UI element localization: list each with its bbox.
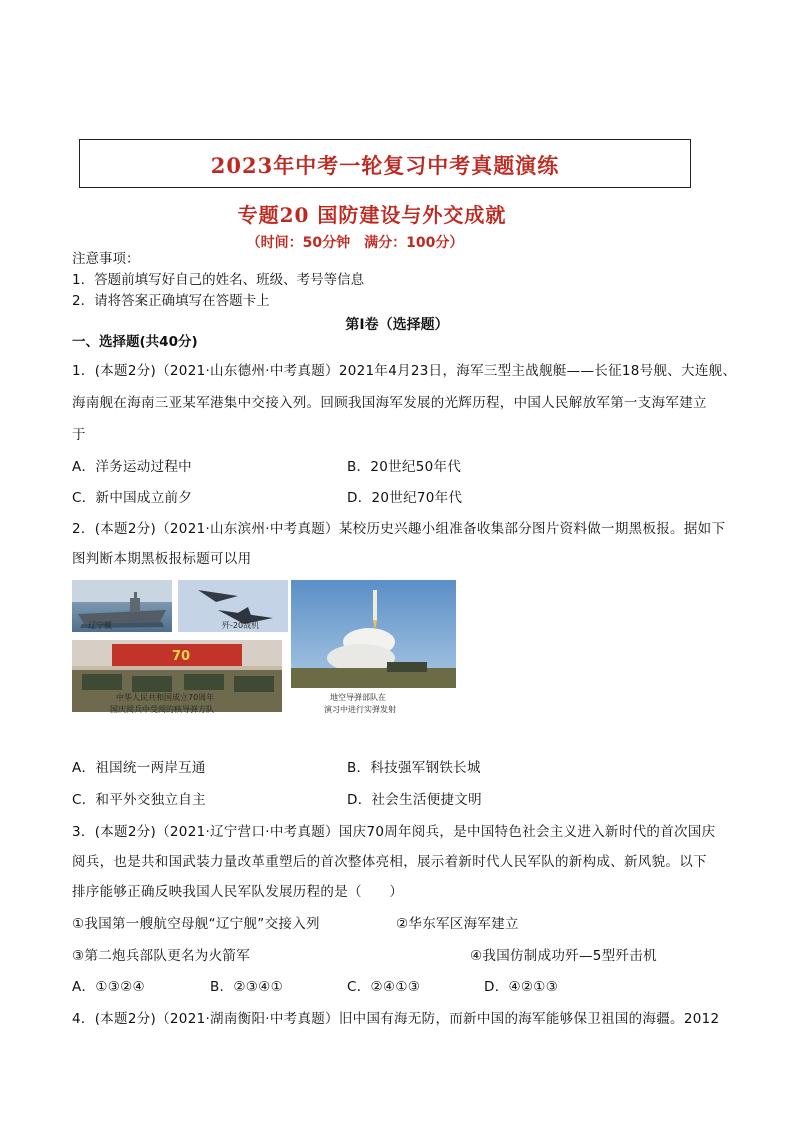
q3-item-3: ③第二炮兵部队更名为火箭军 [72, 948, 251, 964]
topic-subtitle: 专题20 国防建设与外交成就 [237, 203, 507, 227]
q2-option-d: D．社会生活便捷文明 [347, 792, 482, 808]
volume-title: 第I卷（选择题） [345, 317, 449, 333]
caption-parade-line-1: 中华人民共和国成立70周年 [116, 693, 215, 702]
q1-line-1: 1．(本题2分)（2021·山东德州·中考真题）2021年4月23日，海军三型主战舰艇——长征18号舰、大连舰、 [72, 363, 737, 379]
q2-option-c: C．和平外交独立自主 [72, 792, 206, 808]
aircraft-carrier-photo [72, 580, 172, 632]
q3-item-4: ④我国仿制成功歼—5型歼击机 [470, 948, 657, 964]
q1-option-a: A．洋务运动过程中 [72, 459, 192, 475]
q1-line-2: 海南舰在海南三亚某军港集中交接入列。回顾我国海军发展的光辉历程，中国人民解放军第一支海军建立 [72, 395, 707, 411]
q2-option-a: A．祖国统一两岸互通 [72, 760, 206, 776]
q3-line-1: 3．(本题2分)（2021·辽宁营口·中考真题）国庆70周年阅兵，是中国特色社会主义进入新时代的首次国庆 [72, 824, 716, 840]
q3-line-2: 阅兵，也是共和国武装力量改革重塑后的首次整体亮相，展示着新时代人民军队的新构成、新风貌。以下 [72, 854, 707, 870]
q2-line-2: 图判断本期黑板报标题可以用 [72, 551, 252, 567]
caption-liaoning: 辽宁舰 [88, 621, 112, 630]
notice-item-1: 1．答题前填写好自己的姓名、班级、考号等信息 [72, 272, 365, 288]
q1-line-3: 于 [72, 427, 86, 443]
q2-option-b: B．科技强军钢铁长城 [347, 760, 481, 776]
q3-item-1: ①我国第一艘航空母舰“辽宁舰”交接入列 [72, 916, 320, 932]
missile-launch-photo [291, 580, 456, 688]
caption-j20: 歼-20战机 [222, 621, 260, 630]
q3-option-d: D．④②①③ [484, 979, 559, 995]
part-title: 一、选择题(共40分) [72, 334, 198, 350]
q1-option-b: B．20世纪50年代 [347, 459, 462, 475]
svg-text:70: 70 [172, 649, 191, 664]
military-photo-collage [72, 578, 457, 716]
q3-option-c: C．②④①③ [347, 979, 421, 995]
q3-line-3: 排序能够正确反映我国人民军队发展历程的是（ ） [72, 884, 404, 900]
q4-line-1: 4．(本题2分)（2021·湖南衡阳·中考真题）旧中国有海无防，而新中国的海军能够保卫祖国的海疆。2012 [72, 1011, 720, 1027]
q2-line-1: 2．(本题2分)（2021·山东滨州·中考真题）某校历史兴趣小组准备收集部分图片资料做一期黑板报。据如下 [72, 521, 726, 537]
caption-launch-line-1: 地空导弹部队在 [330, 693, 386, 702]
q3-option-a: A．①③②④ [72, 979, 145, 995]
q3-item-2: ②华东军区海军建立 [396, 916, 519, 932]
q1-option-c: C．新中国成立前夕 [72, 490, 193, 506]
q3-option-b: B．②③④① [210, 979, 283, 995]
q1-option-d: D．20世纪70年代 [347, 490, 463, 506]
page-title: 2023年中考一轮复习中考真题演练 [210, 153, 560, 178]
caption-parade-line-2: 国庆阅兵中受阅的核导弹方队 [110, 705, 214, 714]
notice-heading: 注意事项： [72, 251, 140, 267]
caption-launch-line-2: 演习中进行实弹发射 [324, 705, 396, 714]
notice-item-2: 2．请将答案正确填写在答题卡上 [72, 293, 270, 309]
time-score-info: （时间：50分钟 满分：100分） [246, 235, 464, 251]
